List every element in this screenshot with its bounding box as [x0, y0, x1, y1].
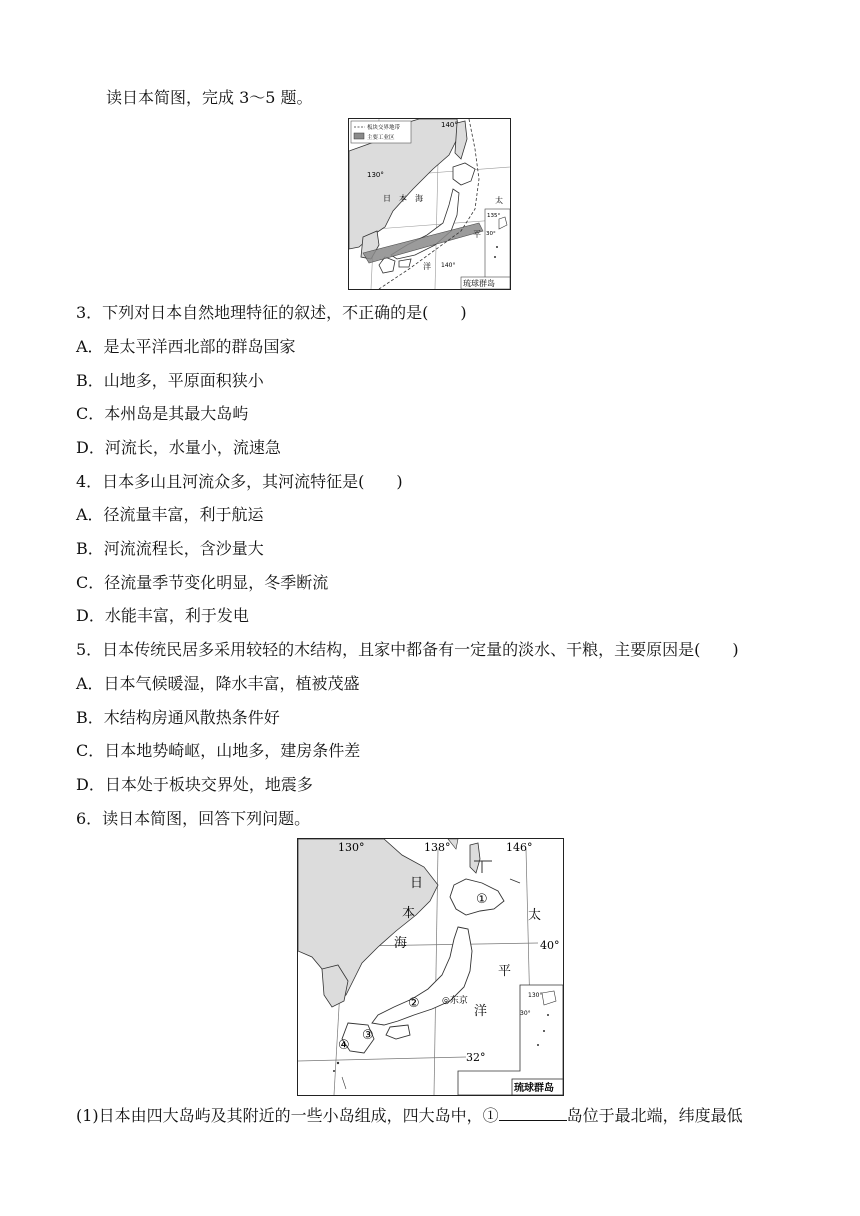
q3-stem: 3．下列对日本自然地理特征的叙述，不正确的是( ): [76, 303, 467, 322]
q4-option-c: C．径流量季节变化明显，冬季断流: [76, 573, 329, 592]
map2-lat-32: 32°: [466, 1051, 486, 1064]
q6-sub1-text-before: (1)日本由四大岛屿及其附近的一些小岛组成，四大岛中，①: [76, 1106, 499, 1125]
map2-lat-30-inset: 30°: [520, 1010, 531, 1017]
q3-option-c: C．本州岛是其最大岛屿: [76, 404, 249, 423]
map2-lon-130-inset: 130°: [528, 992, 543, 999]
map1-lon-140-top: 140°: [441, 121, 458, 129]
map2-island-3: ③: [362, 1028, 374, 1043]
map2-island-1: ①: [476, 892, 488, 907]
map2-inset-label: 琉球群岛: [514, 1083, 554, 1094]
map1-lat-30: 30°: [486, 231, 496, 237]
map2-lat-40: 40°: [540, 939, 560, 952]
q5-option-a: A．日本气候暖湿，降水丰富，植被茂盛: [76, 674, 360, 693]
map1-ocean-label-1: 太: [495, 196, 503, 205]
q6-sub1-answer-blank[interactable]: [499, 1106, 567, 1121]
japan-map-small: [348, 118, 511, 290]
map1-sea-label-3: 海: [415, 194, 423, 203]
map1-legend-industry: 主要工业区: [367, 135, 395, 141]
q5-option-d: D．日本处于板块交界处，地震多: [76, 775, 313, 794]
q4-option-a: A．径流量丰富，利于航运: [76, 505, 264, 524]
q5-option-c: C．日本地势崎岖，山地多，建房条件差: [76, 741, 361, 760]
map2-sea-label-2: 本: [402, 906, 416, 921]
q5-stem: 5．日本传统民居多采用较轻的木结构，且家中都备有一定量的淡水、干粮，主要原因是( ): [76, 640, 739, 659]
map2-tokyo-label: ◎东京: [442, 996, 468, 1006]
japan-map-large: [297, 838, 564, 1096]
q4-option-b: B．河流流程长，含沙量大: [76, 539, 264, 558]
q3-option-d: D．河流长，水量小，流速急: [76, 438, 281, 457]
map1-lon-130: 130°: [367, 171, 384, 179]
map2-island-4: ④: [338, 1038, 350, 1053]
map1-sea-label-2: 本: [399, 194, 407, 203]
map2-ocean-label-1: 太: [528, 908, 542, 923]
q6-stem: 6．读日本简图，回答下列问题。: [76, 809, 311, 828]
map1-inset-label: 琉球群岛: [463, 279, 495, 288]
q6-sub1-text-after: 岛位于最北端，纬度最低: [566, 1106, 743, 1125]
q5-option-b: B．木结构房通风散热条件好: [76, 708, 280, 727]
map2-sea-label-3: 海: [394, 936, 408, 951]
map2-lon-130: 130°: [338, 841, 365, 854]
japan-map-large-svg: [298, 839, 563, 1095]
map2-lon-138: 138°: [424, 841, 451, 854]
map1-lon-135: 135°: [487, 213, 501, 219]
map2-island-2: ②: [408, 996, 420, 1011]
map2-lon-146: 146°: [506, 841, 533, 854]
map2-ocean-label-2: 平: [498, 964, 512, 979]
q4-option-d: D．水能丰富，利于发电: [76, 606, 249, 625]
map2-sea-label-1: 日: [410, 876, 424, 891]
map1-sea-label-1: 日: [383, 194, 391, 203]
map2-ocean-label-3: 洋: [474, 1004, 488, 1019]
japan-map-small-svg: [349, 119, 510, 289]
q6-subquestion-1: [76, 1106, 743, 1126]
intro-text: 读日本简图，完成 3～5 题。: [106, 88, 313, 107]
q3-option-b: B．山地多，平原面积狭小: [76, 371, 264, 390]
q3-option-a: A．是太平洋西北部的群岛国家: [76, 337, 296, 356]
map1-legend-boundary: 板块交界地带: [367, 125, 401, 131]
map1-ocean-label-3: 洋: [423, 262, 431, 271]
map1-lon-140-bottom: 140°: [441, 262, 456, 269]
map1-ocean-label-2: 平: [473, 230, 481, 239]
q4-stem: 4．日本多山且河流众多，其河流特征是( ): [76, 472, 403, 491]
